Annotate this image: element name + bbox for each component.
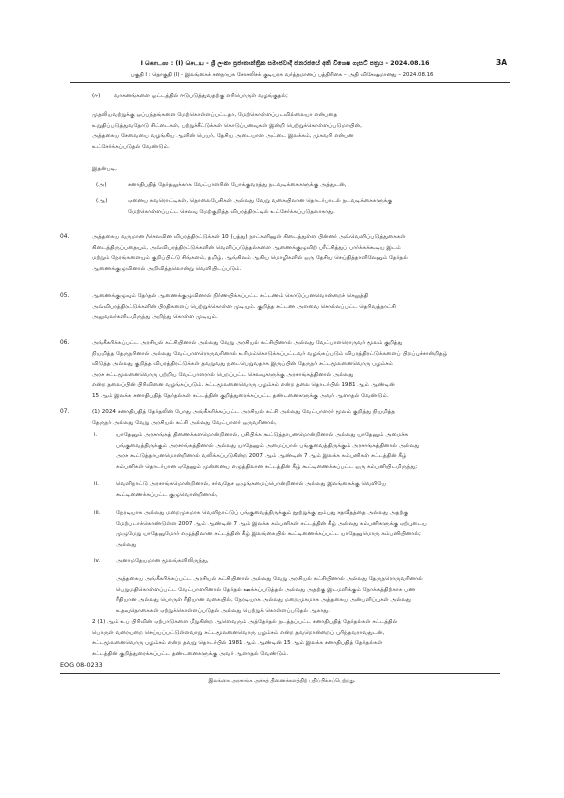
roman-item-iii bbox=[116, 508, 512, 550]
paragraph-intro bbox=[92, 110, 492, 152]
text-line: சட்டமூலனைவொரு பழம்சம் என்ற தவறு தொடர்பில் 1981 ஆம் ஆண்டின் 15 ஆம் இலக்க சனாதிபதித் தேர்தல்கள் bbox=[92, 640, 383, 647]
text-line: உறுதிப்படுத்துவதோடு சிட்டைகள், பற்றுச்சீட்டுக்கள் கொடுப்பனவுகள் இன்றி பெற்றுக்கொள்ளப்படுமாயின், bbox=[92, 122, 362, 129]
printer-note: இலங்கை அரசாங்க அச்சுத் திணைக்களத்திற் பதிப்பிக்கப்பெற்றது. bbox=[208, 678, 356, 684]
item-e-label: (ஈ) bbox=[92, 93, 101, 99]
text-line: யாதேனும் அரசாங்கத் திணைக்களமொன்றினால், பசிபிக்க கூட்டுத்தாபனமொன்றினால் அல்லது யாதேனும் அமைச்சு bbox=[116, 432, 409, 438]
text-line: மேற்படாக்கொண்டுள்ள 2007 ஆம் ஆண்டின் 7 ஆம் இலக்க கம்பனிகள் சட்டத்தின் கீழ் அல்லது கம்பனிகளுக்கு ஏற்புடைய bbox=[116, 520, 427, 527]
section-number: 04. bbox=[60, 234, 70, 240]
text-line: நேரடியாக அல்லது மறைமுகமாக வெளிநாட்டுப் பங்குவைத்திருக்கும் நூற்றுக்கு ஐம்பது சதவீதத்தை அல்லது அதற்கு bbox=[116, 510, 409, 516]
item-e-text: வாகனங்களை ஓட்டத்தில் ஈடுபடுத்துவதற்கு எரிபொருள் வழங்குதல்; bbox=[114, 93, 288, 99]
roman-item-iv: அனாமதேயமான மூலங்களிலிருந்து, bbox=[116, 558, 209, 564]
text-line: கூட்டிணைக்கப்பட்ட குழுவொன்றினால், bbox=[116, 491, 218, 498]
text-line: ரீதியான அல்லது பொருள் ரீதியான வகையில், நேரடியாக அல்லது மறைமுகமாக அத்தகைய அன்பளிப்புகள் அல்லது bbox=[116, 597, 411, 604]
text-line: விடுத்த அல்லது குறித்த விபரத்திரட்டுக்கள் தவறுவது நடைபெறுவதாக இருப்பின் தேருநர் சட்டமூலனைவொரு பழம்சம் bbox=[92, 361, 393, 368]
text-line: தேருநர் அல்லது வேறு அரசியல் கட்சி அல்லது வேட்பாளர் ஒருவரினால், bbox=[92, 419, 277, 426]
footer-divider bbox=[60, 673, 500, 674]
text-line: கிடைத்திருப்பதையும், அவ்விபரத்திரட்டுக்களின் வெளிப்படுத்தல்களை ஆணைக்குழுவிற் பரீட்சித்துப் பார்க்கக்கூடிய இடம் bbox=[92, 244, 401, 251]
text-line: 15 ஆம் இலக்க சனாதிபதித் தேர்தல்கள் சட்டத்தின் குறித்துரைக்கப்பட்ட தண்டனைகளுக்கு அவர் ஆளாதல் வேண்டும். bbox=[92, 392, 389, 399]
text-line: அத்தகைய அங்கீகரிக்கப்பட்ட அரசியல் கட்சியினால் அல்லது வேறு அரசியல் கட்சியினால் அல்லது தேருநரொருவரினால் bbox=[116, 576, 423, 582]
text-line: மற்றும் நேரங்களையும் குறிப்பிட்டு சிங்களம், தமிழ், ஆங்கிலம் ஆகிய மொழிகளில் ஒரு தேசிய செய்தித்தாளிலேனும் தேர்தல் bbox=[92, 255, 408, 262]
text-line: அத்தகைய சேவையை வழங்கிய ஆளின் பெயர், தேசிய அடையாள அட்டை இலக்கம், முகவரி என்பன bbox=[92, 133, 354, 140]
text-line: உதவுதொகைகள் ஏற்றுக்கொள்ளப்படுதல் அல்லது பெற்றுக் கொள்ளப்படுதல் ஆகாது. bbox=[116, 607, 331, 614]
text-line: பெறுமதிகொள்ளப்பட்ட வேட்பாளரினால் தேர்தல் ஊக்கப்படுத்தல் அல்லது அதற்கு இடமளிக்கும் நோக்கத்திற்காக பண bbox=[116, 586, 416, 593]
section-04-text bbox=[92, 232, 512, 274]
ithanpadi-text: இதன்படி, bbox=[92, 166, 117, 172]
item-a-label: (அ) bbox=[96, 182, 107, 188]
text-line: பொருள் வரையறை செய்யப்பட்டுள்ளவாறு சட்டமூலனைவொரு பழம்சம் என்ற தவறொன்றைப் புரிந்தவராவதுடன், bbox=[92, 629, 385, 636]
text-line: அவ்விபரத்திரட்டுக்களின் பிரதிகளைப் பெற்றுக்கொள்ள முடியும். குறித்த சட்டண அளவை சொல்லப்பட்ட தெரிவத்தாட்சி bbox=[92, 303, 396, 310]
text-line: வெளிநாட்டு அரசாங்கமொன்றினால், சர்வதேச ஒழுங்கமைப்பொன்றினால் அல்லது இலங்கைக்கு வெளியே bbox=[116, 481, 387, 487]
text-line: அத்தகைய வருமான /செலவின விபரத்திரட்டுக்கள் 10 (பத்து) நாட்களினுள் கிடைத்துள்ள பின்னர் அவ்வெளிப்படுத்துகைகள் bbox=[92, 234, 406, 240]
section-07-text bbox=[92, 407, 512, 428]
roman-label: i. bbox=[94, 432, 98, 438]
section-05-text bbox=[92, 291, 512, 323]
text-line: ஆணைக்குழுவினால் அறிவித்தலொன்று வெளியிடப்படும். bbox=[92, 265, 242, 272]
text-line: நியமித்த தேருநரினால் அல்லது வேட்பாளரொருவரினால் உரிமம்கொடுக்கப்பட்டவர் வழங்கப்படும் விபரத்திரட்டுக்களைப் பிறப்புச்சான்றிதழ் bbox=[92, 350, 448, 357]
text-line: அரச கூட்டுத்தாபனமொன்றினால் வலிக்கப்படுகின்ற 2007 ஆம் ஆண்டின் 7 ஆம் இலக்க கம்பனிகள் சட்டத்தின் கீழ் bbox=[116, 453, 407, 460]
roman-item-ii bbox=[116, 479, 512, 500]
text-line: 2 (1) ஆம் உப பிரிவின் ஏற்பாடுகளை மீறுகின்ற ஆளெவரும் அத்தேர்தல் நடத்தப்பட்ட சனாதிபதித் தேர்தல்கள் சட்டத்தில் bbox=[92, 619, 398, 625]
roman-label: iv. bbox=[94, 558, 101, 564]
text-line: முழுமேறு யாதேனுமோர் எழுத்திலான சட்டத்தின் கீழ் இலங்கையில் கூட்டிணைக்கப்பட்ட யாதேனுமொரு கம்பனியினால்; bbox=[116, 531, 421, 538]
text-line: மேற்கொள்ளப்பட்ட செலவு மேற்குறித்த விபரத்திரட்டில் உட்சேர்க்கப்படுதலாகாது. bbox=[128, 208, 335, 215]
text-line: (1) 2024 சனாதிபதித் தேர்தலின் போது அங்கீகரிக்கப்பட்ட அரசியல் கட்சி அல்லது வேட்பாளரர் மூலம் குறித்து நியமித்த bbox=[92, 409, 396, 415]
section-number: 05. bbox=[60, 293, 70, 299]
text-line: அலுவலர்களிடமிருந்து அறிந்து கொள்ள முடியும். bbox=[92, 314, 218, 321]
text-line: அங்கீகரிக்கப்பட்ட அரசியல் கட்சியினால் அல்லது வேறு அரசியல் கட்சியினால் அல்லது வேட்பாளரொருவர் மூலம் குறித்து bbox=[92, 340, 403, 346]
section-06-text bbox=[92, 338, 512, 402]
section-number: 07. bbox=[60, 409, 70, 415]
text-line: என்ற தலைப்பின் பிரிவினை வழங்கப்படும். சட்டமூலனைவொரு பழம்சம் என்ற தலை தொடர்பில் 1981 ஆம் ஆண்டின் bbox=[92, 382, 395, 389]
text-line: சட்டத்தின் குறித்துரைக்கப்பட்ட தண்டனைகளுக்கு அவர் ஆளாதல் வேண்டும். bbox=[92, 650, 289, 657]
gazette-header-title: I கொடஸ : (I) செடய - ශ්‍රී ලංකා ප්‍රජාතාන්ත්‍රික සමාජවාදී ජනරජයේ අති විශෙෂ ගැසට් පත්‍රය - 2024.08.16 bbox=[140, 60, 430, 67]
roman-item-i bbox=[116, 430, 512, 472]
item-aa-label: (ஆ) bbox=[96, 198, 108, 204]
item-a-text: சனாதிபதித் தேர்தலுக்காக வேட்பாளரின் போக்குவரத்து நடவடிக்கைகளுக்கு அத்துடன், bbox=[128, 182, 347, 188]
section-number: 06. bbox=[60, 340, 70, 346]
item-aa-text bbox=[128, 196, 498, 217]
text-line: முதலியவற்றுக்கு ஒப்பந்தங்களை மேற்கொள்ளப்பட்டதா, மேற்கொள்ளப்படவில்லையா என்பதை bbox=[92, 112, 338, 118]
text-line: கம்பனிகள் தொடர்பான ஏதேனும் முன்னைய எழுத்திலான சட்டத்தின் கீழ் கூட்டிணைக்கப்பட்ட ஒரு கம்பனியிடமிருந்து; bbox=[116, 463, 418, 470]
closing-paragraph bbox=[92, 617, 512, 659]
text-line: ஆணைக்குழுவும் தேர்தல் ஆணைக்குழுவினால் நிர்ணயிக்கப்பட்ட சட்டணம் கொடுப்பனவொன்றைச் செலுத்தி bbox=[92, 293, 369, 299]
roman-conclusion bbox=[116, 574, 512, 616]
gazette-header-subtitle: பகுதி I : தொகுதி (I) - இலங்கைச் சனநாயக சோசலிசக் குடியரசு வர்த்தமானப் பத்திரிகை – அதி விசேஷமானது – 2024.08.16 bbox=[130, 72, 434, 78]
roman-label: iii. bbox=[94, 510, 101, 516]
text-line: அல்லது bbox=[116, 541, 137, 548]
document-code: EOG 08-0233 bbox=[60, 661, 103, 669]
text-line: பங்குவைத்திருக்கும் அரசாங்கத்தினால் அல்லது யாதேனும் அமைப்பால் பங்குவைத்திருக்கும் அரசாங்கத்தினால் அல்லது bbox=[116, 442, 420, 449]
roman-label: ii. bbox=[94, 481, 99, 487]
header-divider bbox=[70, 82, 510, 83]
text-line: உட்சேர்க்கப்படுதல் வேண்டும். bbox=[92, 143, 170, 150]
page-number: 3A bbox=[496, 58, 508, 67]
text-line: ஏனைய சுவரொட்டிகள், தொலைபேசிகள் அல்லது வேறு வகையிலான தொடர்பாடல் நடவடிக்கைகளுக்கு bbox=[128, 198, 393, 204]
text-line: அரச சட்டமூலனைவொரு பற்றிய வேட்பாளரால் பெறப்பட்ட செலவுகளுக்கு அரசாங்கத்தினால் அல்லது bbox=[92, 371, 354, 378]
